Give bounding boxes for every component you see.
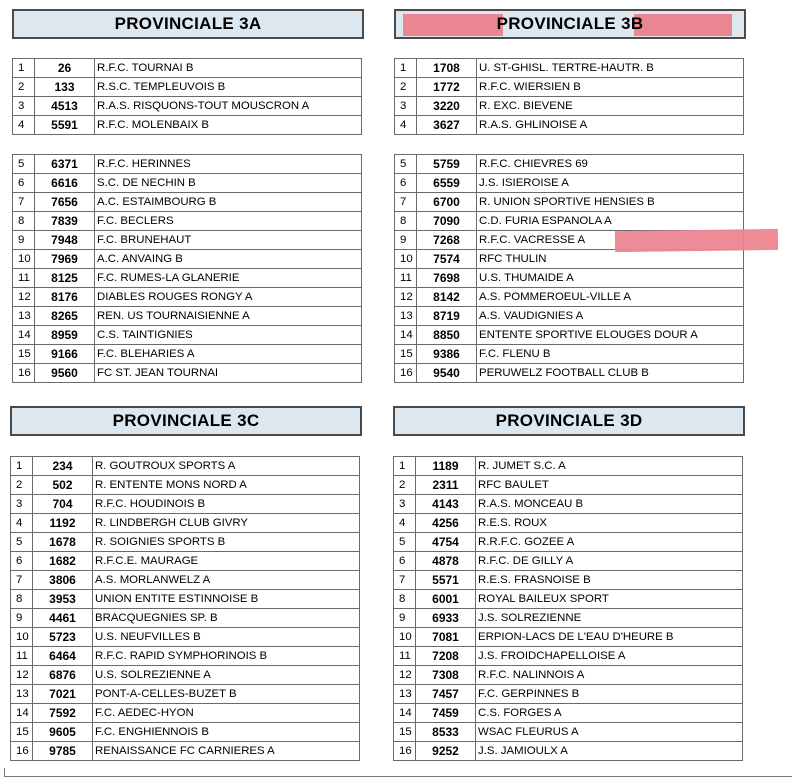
rank-cell: 15 — [11, 723, 33, 742]
club-number-cell: 6876 — [33, 666, 93, 685]
rank-cell: 11 — [13, 269, 35, 288]
club-number-cell: 4754 — [416, 533, 476, 552]
club-name-cell: F.C. GERPINNES B — [476, 685, 743, 704]
page-divider — [4, 776, 792, 777]
club-name-cell: A.S. POMMEROEUL-VILLE A — [477, 288, 744, 307]
rank-cell: 7 — [13, 193, 35, 212]
club-number-cell: 4461 — [33, 609, 93, 628]
table-row — [394, 609, 743, 628]
club-number-cell: 6933 — [416, 609, 476, 628]
rank-cell: 14 — [13, 326, 35, 345]
table-row — [11, 723, 360, 742]
rank-cell: 2 — [394, 476, 416, 495]
rank-cell: 15 — [394, 723, 416, 742]
table-row — [395, 97, 744, 116]
table-row — [13, 155, 362, 174]
rank-cell: 6 — [395, 174, 417, 193]
table-row — [395, 307, 744, 326]
rank-cell: 12 — [394, 666, 416, 685]
club-name-cell: R.R.F.C. GOZEE A — [476, 533, 743, 552]
table-row — [394, 628, 743, 647]
club-number-cell: 6371 — [35, 155, 95, 174]
table-row — [395, 364, 744, 383]
club-name-cell: U.S. NEUFVILLES B — [93, 628, 360, 647]
table-row — [11, 495, 360, 514]
table-row — [11, 514, 360, 533]
table-row — [394, 666, 743, 685]
club-name-cell: F.C. ENGHIENNOIS B — [93, 723, 360, 742]
rank-cell: 10 — [395, 250, 417, 269]
table-row — [395, 326, 744, 345]
club-name-cell: J.S. JAMIOULX A — [476, 742, 743, 761]
table-row — [13, 364, 362, 383]
club-number-cell: 7969 — [35, 250, 95, 269]
rank-cell: 7 — [394, 571, 416, 590]
club-number-cell: 1708 — [417, 59, 477, 78]
club-number-cell: 4256 — [416, 514, 476, 533]
club-name-cell: REN. US TOURNAISIENNE A — [95, 307, 362, 326]
table-row — [13, 345, 362, 364]
club-name-cell: ROYAL BAILEUX SPORT — [476, 590, 743, 609]
table-row — [395, 116, 744, 135]
clubs-table-top — [12, 58, 362, 135]
club-number-cell: 7459 — [416, 704, 476, 723]
rank-cell: 3 — [11, 495, 33, 514]
table-row — [11, 609, 360, 628]
rank-cell: 1 — [11, 457, 33, 476]
rank-cell: 14 — [11, 704, 33, 723]
club-name-cell: FC ST. JEAN TOURNAI — [95, 364, 362, 383]
table-row — [11, 457, 360, 476]
club-number-cell: 7948 — [35, 231, 95, 250]
table-row — [394, 514, 743, 533]
club-name-cell: R.F.C.E. MAURAGE — [93, 552, 360, 571]
club-number-cell: 4878 — [416, 552, 476, 571]
club-name-cell: U.S. THUMAIDE A — [477, 269, 744, 288]
table-row — [394, 476, 743, 495]
club-name-cell: R.A.S. RISQUONS-TOUT MOUSCRON A — [95, 97, 362, 116]
club-name-cell: R.F.C. RAPID SYMPHORINOIS B — [93, 647, 360, 666]
club-name-cell: R.F.C. HOUDINOIS B — [93, 495, 360, 514]
club-name-cell: R.E.S. FRASNOISE B — [476, 571, 743, 590]
rank-cell: 7 — [11, 571, 33, 590]
club-number-cell: 7021 — [33, 685, 93, 704]
club-number-cell: 6700 — [417, 193, 477, 212]
club-number-cell: 1192 — [33, 514, 93, 533]
group-title: PROVINCIALE 3A — [12, 9, 364, 39]
club-name-cell: C.D. FURIA ESPANOLA A — [477, 212, 744, 231]
club-number-cell: 704 — [33, 495, 93, 514]
club-number-cell: 8533 — [416, 723, 476, 742]
table-row — [13, 78, 362, 97]
table-row — [11, 628, 360, 647]
club-name-cell: R.F.C. HERINNES — [95, 155, 362, 174]
club-number-cell: 9166 — [35, 345, 95, 364]
clubs-table — [10, 456, 360, 761]
club-name-cell: F.C. AEDEC-HYON — [93, 704, 360, 723]
club-name-cell: R.S.C. TEMPLEUVOIS B — [95, 78, 362, 97]
club-number-cell: 502 — [33, 476, 93, 495]
rank-cell: 8 — [13, 212, 35, 231]
table-row — [13, 193, 362, 212]
club-name-cell: PERUWELZ FOOTBALL CLUB B — [477, 364, 744, 383]
club-name-cell: C.S. TAINTIGNIES — [95, 326, 362, 345]
club-name-cell: R.E.S. ROUX — [476, 514, 743, 533]
rank-cell: 16 — [13, 364, 35, 383]
table-row — [13, 174, 362, 193]
table-row — [394, 742, 743, 761]
club-name-cell: S.C. DE NECHIN B — [95, 174, 362, 193]
table-row — [395, 250, 744, 269]
table-row — [11, 647, 360, 666]
club-name-cell: R.A.S. MONCEAU B — [476, 495, 743, 514]
club-number-cell: 3220 — [417, 97, 477, 116]
rank-cell: 14 — [394, 704, 416, 723]
rank-cell: 16 — [394, 742, 416, 761]
club-name-cell: R. EXC. BIEVENE — [477, 97, 744, 116]
club-number-cell: 9605 — [33, 723, 93, 742]
table-row — [395, 288, 744, 307]
clubs-table — [12, 154, 362, 383]
club-number-cell: 5571 — [416, 571, 476, 590]
redaction-mark — [403, 14, 503, 36]
table-row — [11, 552, 360, 571]
club-name-cell: R.F.C. TOURNAI B — [95, 59, 362, 78]
rank-cell: 12 — [11, 666, 33, 685]
rank-cell: 9 — [11, 609, 33, 628]
table-row — [13, 269, 362, 288]
club-name-cell: A.S. VAUDIGNIES A — [477, 307, 744, 326]
table-row — [13, 288, 362, 307]
club-name-cell: R. UNION SPORTIVE HENSIES B — [477, 193, 744, 212]
rank-cell: 4 — [11, 514, 33, 533]
club-name-cell: DIABLES ROUGES RONGY A — [95, 288, 362, 307]
table-row — [11, 571, 360, 590]
table-row — [11, 590, 360, 609]
club-number-cell: 7268 — [417, 231, 477, 250]
table-row — [13, 231, 362, 250]
club-number-cell: 9785 — [33, 742, 93, 761]
club-number-cell: 8265 — [35, 307, 95, 326]
club-number-cell: 7081 — [416, 628, 476, 647]
table-row — [394, 533, 743, 552]
club-number-cell: 4143 — [416, 495, 476, 514]
club-name-cell: RFC THULIN — [477, 250, 744, 269]
club-number-cell: 5759 — [417, 155, 477, 174]
club-number-cell: 8719 — [417, 307, 477, 326]
club-name-cell: U. ST-GHISL. TERTRE-HAUTR. B — [477, 59, 744, 78]
rank-cell: 2 — [11, 476, 33, 495]
table-row — [13, 326, 362, 345]
table-row — [13, 212, 362, 231]
club-name-cell: J.S. SOLREZIENNE — [476, 609, 743, 628]
club-name-cell: J.S. ISIEROISE A — [477, 174, 744, 193]
table-row — [11, 476, 360, 495]
club-name-cell: BRACQUEGNIES SP. B — [93, 609, 360, 628]
rank-cell: 13 — [13, 307, 35, 326]
club-name-cell: R.F.C. WIERSIEN B — [477, 78, 744, 97]
club-number-cell: 9560 — [35, 364, 95, 383]
rank-cell: 4 — [395, 116, 417, 135]
club-name-cell: F.C. BRUNEHAUT — [95, 231, 362, 250]
club-number-cell: 5723 — [33, 628, 93, 647]
rank-cell: 16 — [11, 742, 33, 761]
club-name-cell: R. SOIGNIES SPORTS B — [93, 533, 360, 552]
club-number-cell: 8142 — [417, 288, 477, 307]
club-name-cell: UNION ENTITE ESTINNOISE B — [93, 590, 360, 609]
club-name-cell: R.F.C. MOLENBAIX B — [95, 116, 362, 135]
club-number-cell: 234 — [33, 457, 93, 476]
rank-cell: 6 — [11, 552, 33, 571]
rank-cell: 3 — [13, 97, 35, 116]
club-name-cell: R. ENTENTE MONS NORD A — [93, 476, 360, 495]
club-name-cell: J.S. FROIDCHAPELLOISE A — [476, 647, 743, 666]
club-number-cell: 7308 — [416, 666, 476, 685]
club-number-cell: 8125 — [35, 269, 95, 288]
rank-cell: 12 — [395, 288, 417, 307]
club-number-cell: 3953 — [33, 590, 93, 609]
club-number-cell: 6464 — [33, 647, 93, 666]
table-row — [13, 116, 362, 135]
rank-cell: 9 — [13, 231, 35, 250]
rank-cell: 10 — [394, 628, 416, 647]
club-number-cell: 7457 — [416, 685, 476, 704]
club-number-cell: 7574 — [417, 250, 477, 269]
rank-cell: 1 — [395, 59, 417, 78]
redaction-mark — [615, 229, 778, 252]
club-number-cell: 7839 — [35, 212, 95, 231]
table-row — [395, 193, 744, 212]
club-name-cell: A.C. ANVAING B — [95, 250, 362, 269]
table-row — [13, 307, 362, 326]
club-number-cell: 1682 — [33, 552, 93, 571]
table-row — [13, 97, 362, 116]
club-number-cell: 7698 — [417, 269, 477, 288]
club-number-cell: 7656 — [35, 193, 95, 212]
rank-cell: 6 — [394, 552, 416, 571]
club-number-cell: 9386 — [417, 345, 477, 364]
club-number-cell: 133 — [35, 78, 95, 97]
rank-cell: 11 — [394, 647, 416, 666]
group-title: PROVINCIALE 3C — [10, 406, 362, 436]
table-row — [11, 742, 360, 761]
rank-cell: 8 — [11, 590, 33, 609]
club-name-cell: R.F.C. VACRESSE A — [477, 231, 744, 250]
table-row — [394, 685, 743, 704]
club-number-cell: 8176 — [35, 288, 95, 307]
rank-cell: 10 — [11, 628, 33, 647]
club-number-cell: 26 — [35, 59, 95, 78]
table-row — [394, 723, 743, 742]
club-number-cell: 9252 — [416, 742, 476, 761]
club-name-cell: A.S. MORLANWELZ A — [93, 571, 360, 590]
club-name-cell: R. GOUTROUX SPORTS A — [93, 457, 360, 476]
club-number-cell: 6559 — [417, 174, 477, 193]
club-number-cell: 7090 — [417, 212, 477, 231]
rank-cell: 15 — [395, 345, 417, 364]
table-row — [394, 590, 743, 609]
rank-cell: 9 — [395, 231, 417, 250]
rank-cell: 12 — [13, 288, 35, 307]
club-name-cell: R.F.C. DE GILLY A — [476, 552, 743, 571]
rank-cell: 4 — [394, 514, 416, 533]
clubs-table — [393, 456, 743, 761]
club-name-cell: F.C. BECLERS — [95, 212, 362, 231]
redaction-mark — [634, 14, 732, 36]
clubs-table-top — [394, 58, 744, 135]
club-name-cell: R.A.S. GHLINOISE A — [477, 116, 744, 135]
page-divider — [4, 768, 5, 777]
rank-cell: 16 — [395, 364, 417, 383]
club-number-cell: 5591 — [35, 116, 95, 135]
club-number-cell: 3627 — [417, 116, 477, 135]
table-row — [13, 250, 362, 269]
club-name-cell: A.C. ESTAIMBOURG B — [95, 193, 362, 212]
rank-cell: 13 — [11, 685, 33, 704]
table-row — [11, 666, 360, 685]
table-row — [395, 269, 744, 288]
table-row — [394, 457, 743, 476]
rank-cell: 3 — [395, 97, 417, 116]
club-number-cell: 3806 — [33, 571, 93, 590]
club-name-cell: F.C. FLENU B — [477, 345, 744, 364]
group-title: PROVINCIALE 3B — [394, 9, 746, 39]
rank-cell: 11 — [11, 647, 33, 666]
club-name-cell: C.S. FORGES A — [476, 704, 743, 723]
rank-cell: 6 — [13, 174, 35, 193]
rank-cell: 11 — [395, 269, 417, 288]
table-row — [395, 212, 744, 231]
rank-cell: 2 — [13, 78, 35, 97]
club-number-cell: 8959 — [35, 326, 95, 345]
rank-cell: 5 — [394, 533, 416, 552]
club-number-cell: 2311 — [416, 476, 476, 495]
rank-cell: 3 — [394, 495, 416, 514]
club-number-cell: 6616 — [35, 174, 95, 193]
club-name-cell: F.C. RUMES-LA GLANERIE — [95, 269, 362, 288]
club-name-cell: R. LINDBERGH CLUB GIVRY — [93, 514, 360, 533]
club-number-cell: 8850 — [417, 326, 477, 345]
club-name-cell: ENTENTE SPORTIVE ELOUGES DOUR A — [477, 326, 744, 345]
rank-cell: 8 — [394, 590, 416, 609]
club-name-cell: RENAISSANCE FC CARNIERES A — [93, 742, 360, 761]
table-row — [395, 174, 744, 193]
rank-cell: 13 — [394, 685, 416, 704]
table-row — [395, 59, 744, 78]
table-row — [394, 647, 743, 666]
club-number-cell: 4513 — [35, 97, 95, 116]
group-title: PROVINCIALE 3D — [393, 406, 745, 436]
table-row — [394, 704, 743, 723]
club-name-cell: ERPION-LACS DE L'EAU D'HEURE B — [476, 628, 743, 647]
table-row — [11, 704, 360, 723]
table-row — [395, 78, 744, 97]
table-row — [395, 345, 744, 364]
rank-cell: 5 — [11, 533, 33, 552]
club-number-cell: 1772 — [417, 78, 477, 97]
rank-cell: 13 — [395, 307, 417, 326]
rank-cell: 5 — [395, 155, 417, 174]
club-name-cell: WSAC FLEURUS A — [476, 723, 743, 742]
rank-cell: 15 — [13, 345, 35, 364]
club-name-cell: PONT-A-CELLES-BUZET B — [93, 685, 360, 704]
rank-cell: 14 — [395, 326, 417, 345]
rank-cell: 5 — [13, 155, 35, 174]
rank-cell: 10 — [13, 250, 35, 269]
club-number-cell: 9540 — [417, 364, 477, 383]
table-row — [11, 533, 360, 552]
club-name-cell: RFC BAULET — [476, 476, 743, 495]
table-row — [395, 155, 744, 174]
table-row — [394, 552, 743, 571]
rank-cell: 4 — [13, 116, 35, 135]
table-row — [394, 495, 743, 514]
club-name-cell: R. JUMET S.C. A — [476, 457, 743, 476]
rank-cell: 1 — [13, 59, 35, 78]
table-row — [13, 59, 362, 78]
rank-cell: 1 — [394, 457, 416, 476]
club-number-cell: 7208 — [416, 647, 476, 666]
rank-cell: 8 — [395, 212, 417, 231]
club-name-cell: U.S. SOLREZIENNE A — [93, 666, 360, 685]
rank-cell: 2 — [395, 78, 417, 97]
table-row — [394, 571, 743, 590]
rank-cell: 9 — [394, 609, 416, 628]
club-number-cell: 1189 — [416, 457, 476, 476]
rank-cell: 7 — [395, 193, 417, 212]
clubs-table — [394, 154, 744, 383]
club-name-cell: R.F.C. NALINNOIS A — [476, 666, 743, 685]
club-name-cell: F.C. BLEHARIES A — [95, 345, 362, 364]
table-row — [11, 685, 360, 704]
club-number-cell: 1678 — [33, 533, 93, 552]
club-number-cell: 7592 — [33, 704, 93, 723]
club-name-cell: R.F.C. CHIEVRES 69 — [477, 155, 744, 174]
club-number-cell: 6001 — [416, 590, 476, 609]
